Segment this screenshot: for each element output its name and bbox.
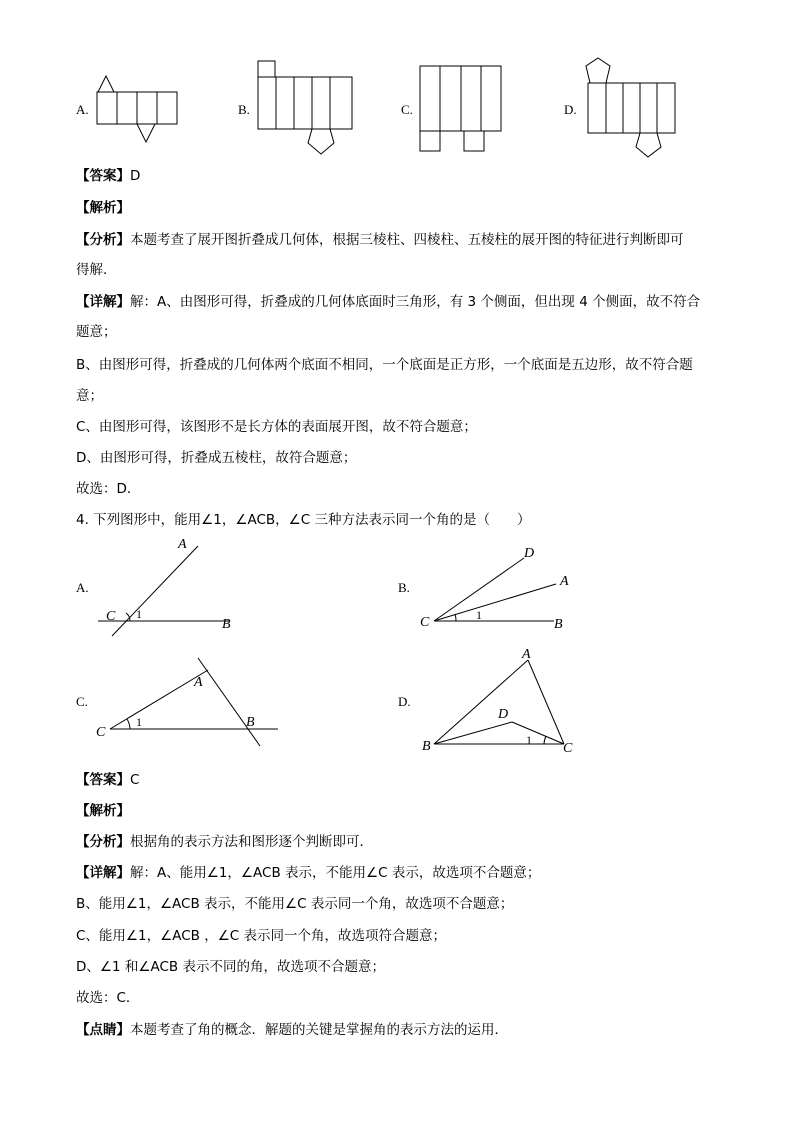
q4-option-d-label: D. xyxy=(398,694,411,709)
xiangjie-tag: 【详解】 xyxy=(76,294,130,310)
xiangjie-text: 解：A、能用∠1，∠ACB 表示，不能用∠C 表示，故选项不合题意； xyxy=(130,865,541,881)
angle-figure-c xyxy=(90,650,290,750)
q3-conclusion: 故选：D． xyxy=(76,481,141,497)
xiangjie-text: 解：A、由图形可得，折叠成的几何体底面时三角形，有 3 个侧面，但出现 4 个侧面，故不符合 xyxy=(130,294,701,310)
net-figure-d xyxy=(580,54,685,162)
q3-xiangjie-cont: 题意； xyxy=(76,324,117,340)
label-c: C xyxy=(96,725,106,740)
q4-xiangjie xyxy=(76,863,540,883)
fenxi-tag: 【分析】 xyxy=(76,834,130,850)
label-1: 1 xyxy=(136,607,142,621)
q4-b-line: B、能用∠1，∠ACB 表示，不能用∠C 表示同一个角，故选项不合题意； xyxy=(76,896,514,912)
label-b: B xyxy=(554,617,563,632)
answer-tag: 【答案】 xyxy=(76,168,130,184)
dianjing-text: 本题考查了角的概念．解题的关键是掌握角的表示方法的运用． xyxy=(130,1022,508,1038)
net-figure-c xyxy=(416,62,506,157)
q3-fenxi-cont: 得解． xyxy=(76,262,117,278)
q4-d-line: D、∠1 和∠ACB 表示不同的角，故选项不合题意； xyxy=(76,959,385,975)
label-c: C xyxy=(106,609,116,624)
q4-answer xyxy=(76,770,139,790)
q3-answer xyxy=(76,166,140,186)
q3-b-line-cont: 意； xyxy=(76,388,103,404)
option-a-label: A. xyxy=(76,102,89,117)
label-1: 1 xyxy=(526,733,532,747)
q4-question: 4. 下列图形中，能用∠1，∠ACB，∠C 三种方法表示同一个角的是（ ） xyxy=(76,512,531,528)
label-b: B xyxy=(246,715,255,730)
net-figure-a xyxy=(92,70,182,148)
angle-figure-b xyxy=(416,540,586,635)
q4-fenxi xyxy=(76,832,373,852)
label-a: A xyxy=(522,647,531,662)
answer-value: C xyxy=(130,772,140,788)
answer-tag: 【答案】 xyxy=(76,772,130,788)
option-d-label: D. xyxy=(564,102,577,117)
q4-option-a-label: A. xyxy=(76,580,89,595)
xiangjie-tag: 【详解】 xyxy=(76,865,130,881)
option-c-label: C. xyxy=(401,102,413,117)
q3-fenxi xyxy=(76,230,684,250)
q4-option-c-label: C. xyxy=(76,694,88,709)
label-1: 1 xyxy=(136,715,142,729)
net-figure-b xyxy=(254,58,359,158)
q4-option-b-label: B. xyxy=(398,580,410,595)
label-a: A xyxy=(194,675,203,690)
label-d: D xyxy=(524,546,535,561)
label-a: A xyxy=(178,537,187,552)
q3-jiexi xyxy=(76,198,130,218)
option-b-label: B. xyxy=(238,102,250,117)
label-1: 1 xyxy=(476,608,482,622)
fenxi-tag: 【分析】 xyxy=(76,232,130,248)
q4-jiexi xyxy=(76,801,130,821)
q3-c-line: C、由图形可得，该图形不是长方体的表面展开图，故不符合题意； xyxy=(76,419,477,435)
q4-dianjing xyxy=(76,1020,508,1040)
answer-value: D xyxy=(130,168,141,184)
q4-c-line: C、能用∠1，∠ACB ，∠C 表示同一个角，故选项符合题意； xyxy=(76,928,447,944)
label-b: B xyxy=(222,617,231,632)
q3-xiangjie xyxy=(76,292,700,312)
dianjing-tag: 【点睛】 xyxy=(76,1022,130,1038)
label-c: C xyxy=(563,741,573,756)
fenxi-text: 本题考查了展开图折叠成几何体，根据三棱柱、四棱柱、五棱柱的展开图的特征进行判断即可 xyxy=(130,232,684,248)
q3-d-line: D、由图形可得，折叠成五棱柱，故符合题意； xyxy=(76,450,357,466)
label-a: A xyxy=(560,574,569,589)
angle-figure-a xyxy=(90,530,250,640)
jiexi-tag: 【解析】 xyxy=(76,200,130,216)
label-d: D xyxy=(498,707,509,722)
q3-b-line: B、由图形可得，折叠成的几何体两个底面不相同，一个底面是正方形，一个底面是五边形，故不符合题 xyxy=(76,357,693,373)
fenxi-text: 根据角的表示方法和图形逐个判断即可． xyxy=(130,834,373,850)
label-b: B xyxy=(422,739,431,754)
q4-conclusion: 故选：C． xyxy=(76,990,140,1006)
label-c: C xyxy=(420,615,430,630)
angle-figure-d xyxy=(416,640,586,760)
jiexi-tag: 【解析】 xyxy=(76,803,130,819)
